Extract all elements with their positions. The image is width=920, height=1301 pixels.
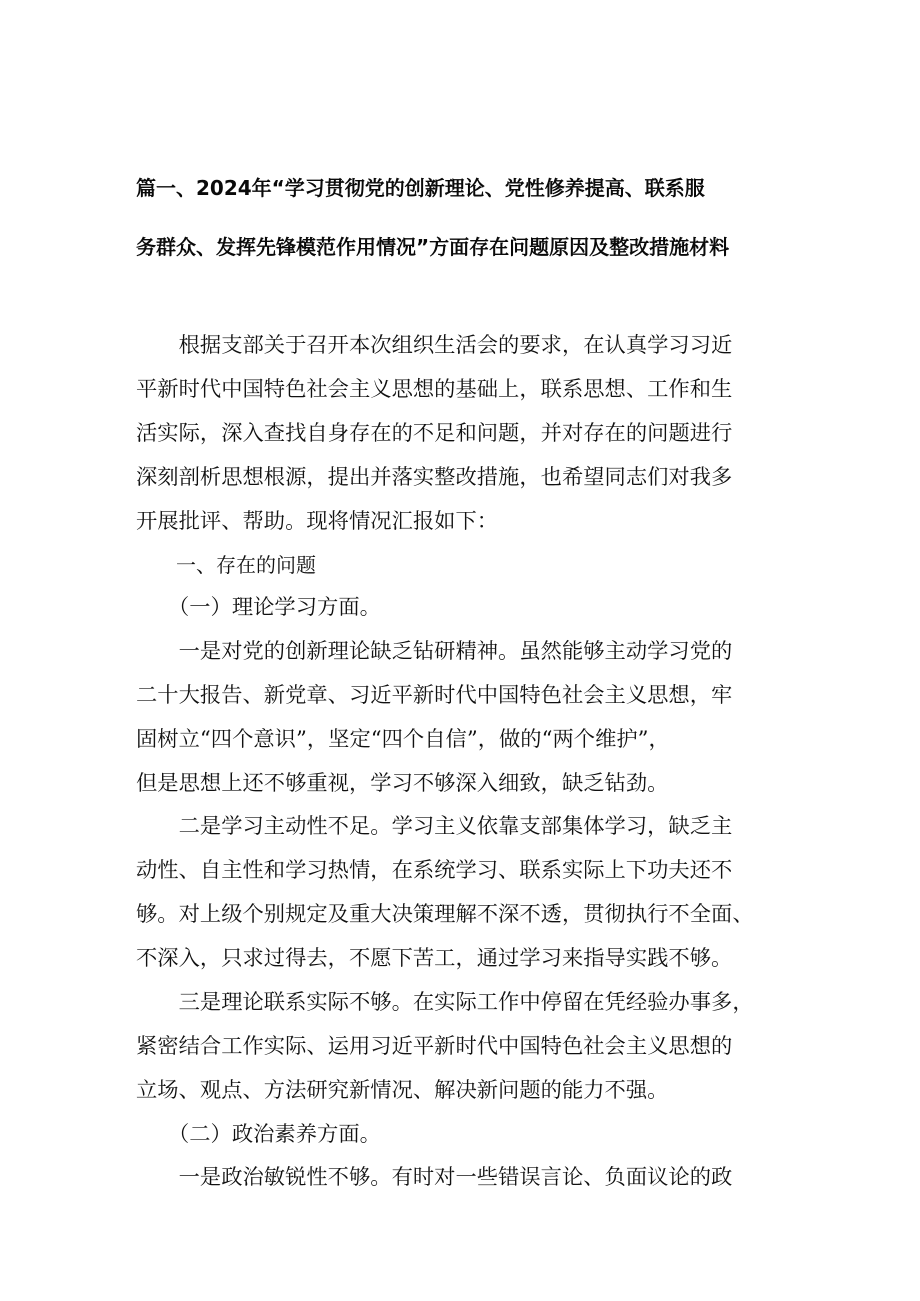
subsection-heading: （二）政治素养方面。 xyxy=(136,1122,381,1147)
body-line: 够。对上级个别规定及重大决策理解不深不透，贯彻执行不全面、 xyxy=(136,902,754,927)
body-line: 开展批评、帮助。现将情况汇报如下： xyxy=(136,509,499,534)
body-line: 二十大报告、新党章、习近平新时代中国特色社会主义思想，牢 xyxy=(136,683,733,708)
body-line: 根据支部关于召开本次组织生活会的要求，在认真学习习近 xyxy=(136,333,733,358)
body-line: 紧密结合工作实际、运用习近平新时代中国特色社会主义思想的 xyxy=(136,1034,733,1059)
body-line: 三是理论联系实际不够。在实际工作中停留在凭经验办事多， xyxy=(136,990,754,1015)
body-line: 一是对党的创新理论缺乏钻研精神。虽然能够主动学习党的 xyxy=(136,639,733,664)
document-title-line-1: 篇一、2024年“学习贯彻党的创新理论、党性修养提高、联系服 xyxy=(136,176,705,200)
body-line: 动性、自主性和学习热情，在系统学习、联系实际上下功夫还不 xyxy=(136,858,733,883)
body-line: 不深入，只求过得去，不愿下苦工，通过学习来指导实践不够。 xyxy=(136,946,733,971)
body-line: 平新时代中国特色社会主义思想的基础上，联系思想、工作和生 xyxy=(136,377,733,402)
body-line: 深刻剖析思想根源，提出并落实整改措施，也希望同志们对我多 xyxy=(136,465,733,490)
body-line: 活实际，深入查找自身存在的不足和问题，并对存在的问题进行 xyxy=(136,421,733,446)
body-line: 二是学习主动性不足。学习主义依靠支部集体学习，缺乏主 xyxy=(136,814,733,839)
body-line: 但是思想上还不够重视，学习不够深入细致，缺乏钻劲。 xyxy=(136,771,669,796)
subsection-heading: （一）理论学习方面。 xyxy=(136,595,381,620)
body-line: 立场、观点、方法研究新情况、解决新问题的能力不强。 xyxy=(136,1078,669,1103)
section-heading: 一、存在的问题 xyxy=(136,553,316,577)
body-line: 一是政治敏锐性不够。有时对一些错误言论、负面议论的政 xyxy=(136,1165,733,1190)
body-line: 固树立“四个意识”，坚定“四个自信”，做的“两个维护”， xyxy=(136,727,670,752)
document-title-line-2: 务群众、发挥先锋模范作用情况”方面存在问题原因及整改措施材料 xyxy=(136,235,730,259)
